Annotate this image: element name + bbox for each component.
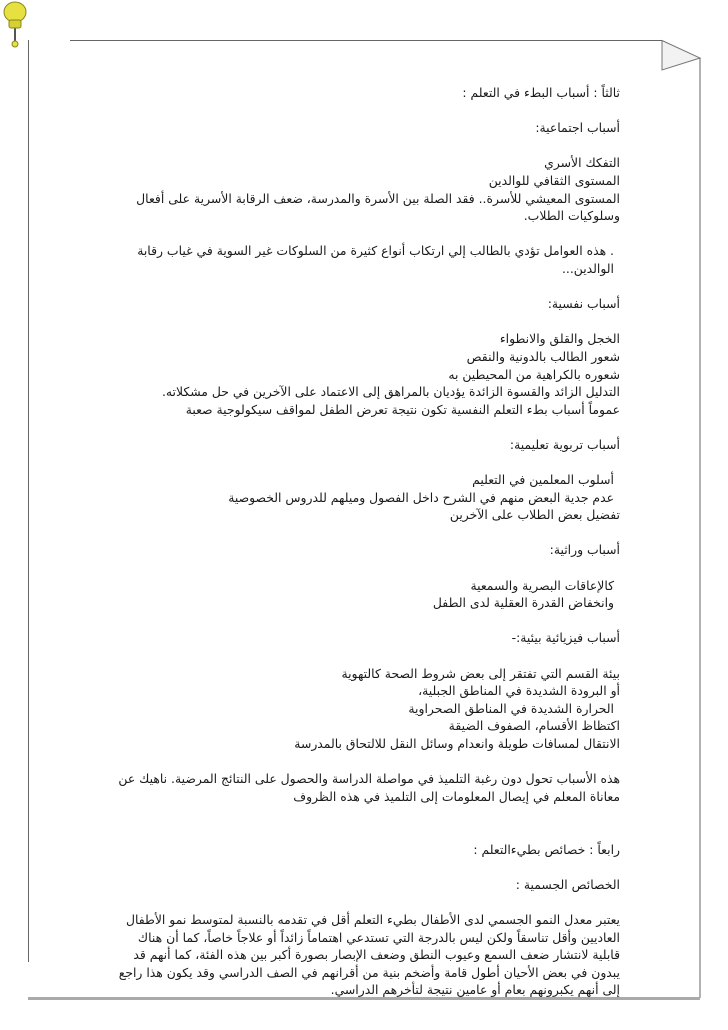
list-item: التدليل الزائد والقسوة الزائدة يؤديان بالمراهق إلى الاعتماد على الآخرين في حل مشكلاته. — [161, 384, 620, 400]
section-heading: رابعاً : خصائص بطيءالتعلم : — [473, 841, 620, 857]
list-item: الحرارة الشديدة في المناطق الصحراوية — [408, 700, 614, 716]
document-body — [118, 84, 620, 999]
subsection-title: أسباب وراثية: — [549, 542, 620, 558]
list-item: وانخفاض القدرة العقلية لدى الطفل — [432, 595, 614, 611]
list-item: أو البرودة الشديدة في المناطق الجبلية، — [418, 683, 620, 699]
list-item: بيئة القسم التي تفتقر إلى بعض شروط الصحة كالتهوية — [341, 665, 620, 681]
section-heading: ثالثاً : أسباب البطء في التعلم : — [462, 85, 620, 100]
list-item: شعور الطالب بالدونية والنقص — [466, 348, 620, 364]
pushpin-icon — [0, 0, 30, 48]
paragraph: هذه الأسباب تحول دون رغبة التلميذ في مواصلة الدراسة والحصول على النتائج المرضية. ناهيك عن معاناة المعلم في إيصال المعلومات إلى التلميذ في هذه الظروف — [118, 771, 620, 804]
subsection-title: أسباب اجتماعية: — [535, 120, 620, 136]
list-item: المستوى المعيشي للأسرة.. فقد الصلة بين الأسرة والمدرسة، ضعف الرقابة الأسرية على أفعال وسلوكيات الطلاب. — [136, 190, 620, 224]
subsection-title: الخصائص الجسمية : — [515, 876, 620, 892]
list-item: شعوره بالكراهية من المحيطين به — [448, 366, 620, 382]
subsection-title: أسباب نفسية: — [547, 296, 620, 312]
list-item: تفضيل بعض الطلاب على الآخرين — [449, 507, 620, 523]
list-item: اكتظاظ الأقسام، الصفوف الضيقة — [448, 718, 620, 734]
list-item: الانتقال لمسافات طويلة وانعدام وسائل النقل للالتحاق بالمدرسة — [294, 735, 620, 751]
paragraph: . هذه العوامل تؤدي بالطالب إلي ارتكاب أنواع كثيرة من السلوكات غير السوية في غياب رقابة الوالدين... — [137, 243, 614, 276]
list-item: المستوى الثقافي للوالدين — [488, 172, 620, 188]
subsection-title: أسباب فيزيائية بيئية:- — [511, 630, 620, 646]
list-item: الخجل والقلق والانطواء — [499, 331, 620, 347]
list-item: عموماً أسباب بطء التعلم النفسية تكون نتيجة تعرض الطفل لمواقف سيكولوجية صعبة — [185, 401, 620, 417]
list-item: التفكك الأسري — [544, 155, 620, 171]
subsection-title: أسباب تربوية تعليمية: — [509, 436, 620, 452]
list-item: أسلوب المعلمين في التعليم — [472, 472, 614, 488]
list-item: عدم جدية البعض منهم في الشرح داخل الفصول وميلهم للدروس الخصوصية — [228, 489, 614, 505]
list-item: كالإعاقات البصرية والسمعية — [470, 577, 614, 593]
paragraph: يعتبر معدل النمو الجسمي لدى الأطفال بطيء التعلم أقل في تقدمه بالنسبة لمتوسط نمو الأطفال العاديين وأقل تناسقاً ولكن ليس بالدرجة التي تستدعي اهتماماً زائداً أو علاجاً خاصاً، كما أن هناك قابلية لانتشار ضعف السمع وعيوب النطق وضعف الإبصار بصورة أكبر بين هذه الفئة، كما أنهم قد يبدون في بعض الأحيان أطول قامة وأضخم بنية من أقرانهم في الصف الدراسي وقد يكون هذا راجع إلى أنهم يكبرونهم بعام أو عامين نتيجة لتأخرهم الدراسي. — [118, 911, 620, 998]
